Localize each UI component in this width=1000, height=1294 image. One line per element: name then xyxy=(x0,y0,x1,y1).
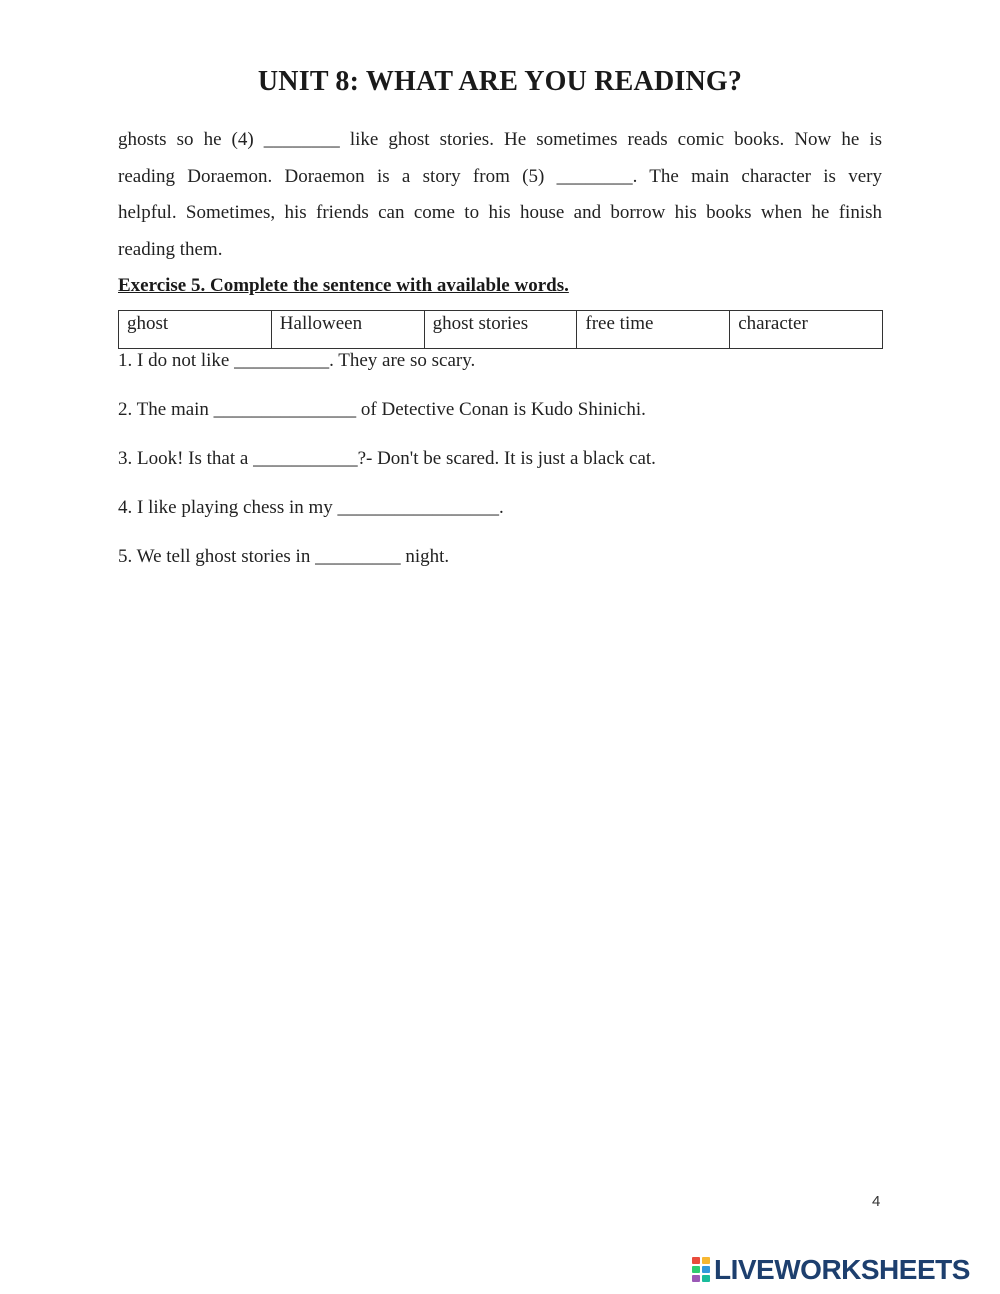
liveworksheets-logo-icon xyxy=(692,1257,712,1283)
word-bank-item: ghost stories xyxy=(424,311,577,349)
passage-line: ghosts so he (4) ________ like ghost stories. He sometimes reads comic books. Now he is xyxy=(118,129,882,150)
brand-name: LIVEWORKSHEETS xyxy=(714,1254,970,1285)
page-number: 4 xyxy=(872,1193,881,1210)
passage-line: helpful. Sometimes, his friends can come to his house and borrow his books when he finish xyxy=(118,202,882,223)
passage-line: reading Doraemon. Doraemon is a story from (5) ________. The main character is very xyxy=(118,165,882,187)
passage-line: reading them. xyxy=(118,238,223,260)
question-2[interactable]: 2. The main _______________ of Detective Conan is Kudo Shinichi. xyxy=(118,399,646,420)
word-bank-table xyxy=(118,310,883,349)
exercise-heading: Exercise 5. Complete the sentence with available words. xyxy=(118,275,569,296)
word-bank-item: character xyxy=(730,311,883,349)
question-5[interactable]: 5. We tell ghost stories in _________ night. xyxy=(118,546,450,567)
page-title: UNIT 8: WHAT ARE YOU READING? xyxy=(257,66,743,97)
word-bank-item: Halloween xyxy=(271,311,424,349)
word-bank-item: free time xyxy=(577,311,730,349)
question-3[interactable]: 3. Look! Is that a ___________?- Don't be scared. It is just a black cat. xyxy=(118,448,656,469)
word-bank-item: ghost xyxy=(119,311,272,349)
reading-passage xyxy=(118,122,882,268)
liveworksheets-footer xyxy=(692,1254,992,1286)
question-1[interactable]: 1. I do not like __________. They are so scary. xyxy=(118,350,476,371)
question-4[interactable]: 4. I like playing chess in my _________________. xyxy=(118,497,504,518)
